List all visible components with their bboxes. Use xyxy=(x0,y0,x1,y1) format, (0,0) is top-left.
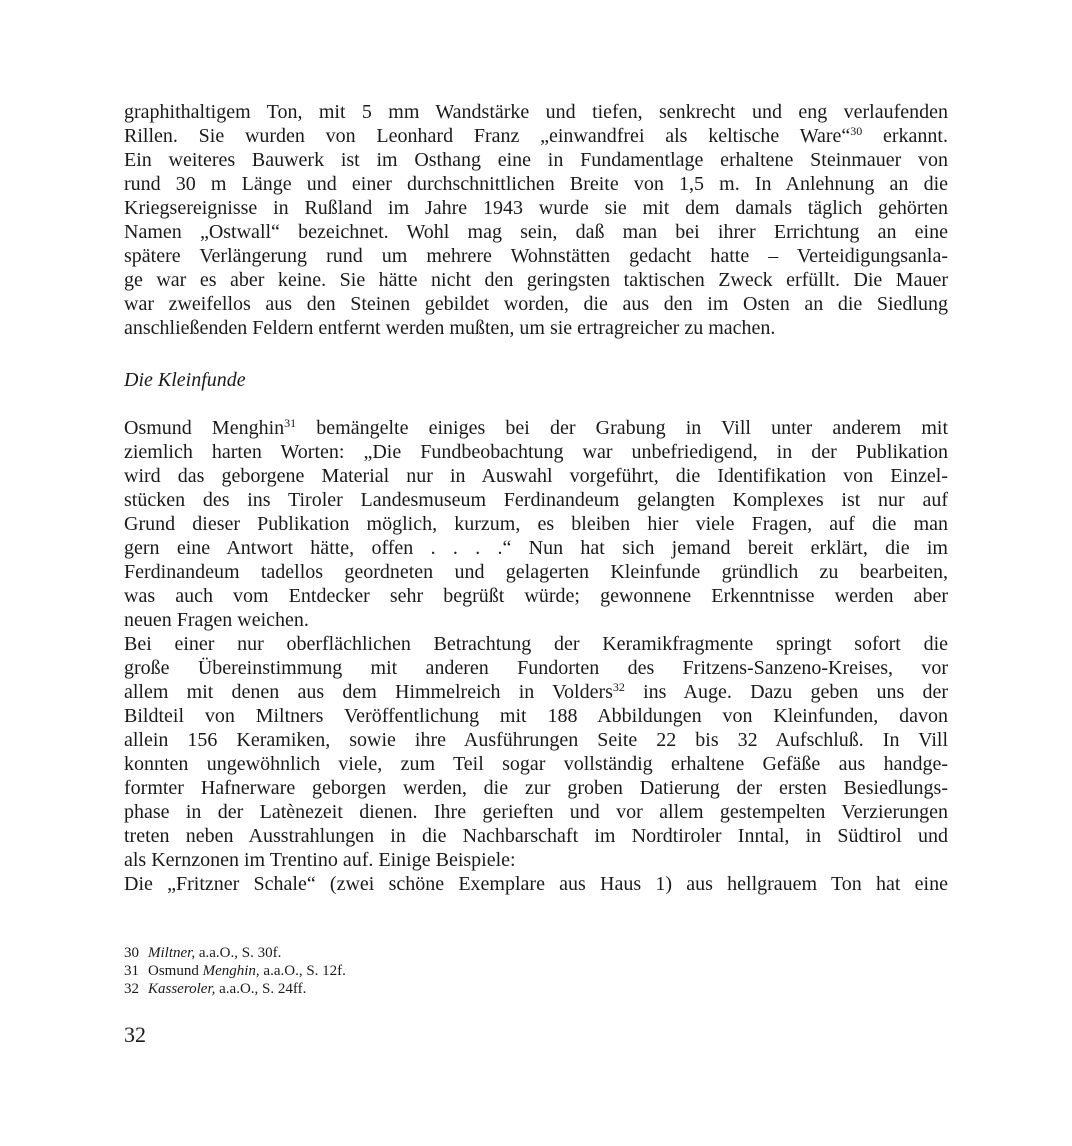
text-line: allein 156 Keramiken, sowie ihre Ausführungen Seite 22 bis 32 Aufschluß. In Vill xyxy=(124,729,948,751)
text-line: große Übereinstimmung mit anderen Fundorten des Fritzens-Sanzeno-Kreises, vor xyxy=(124,657,948,679)
text-line: Namen „Ostwall“ bezeichnet. Wohl mag sein, daß man bei ihrer Errichtung an eine xyxy=(124,221,948,243)
text-line: phase in der Latènezeit dienen. Ihre gerieften und vor allem gestempelten Verzierungen xyxy=(124,801,948,823)
text-line: war zweifellos aus den Steinen gebildet worden, die aus den im Osten an die Siedlung xyxy=(124,293,948,315)
footnote-author: Miltner, xyxy=(148,945,196,961)
text-span: Rillen. Sie wurden von Leonhard Franz „einwandfrei als keltische Ware“ xyxy=(124,125,851,147)
text-line: gern eine Antwort hätte, offen . . . .“ Nun hat sich jemand bereit erklärt, die im xyxy=(124,537,948,559)
text-line: treten neben Ausstrahlungen in die Nachbarschaft im Nordtiroler Inntal, in Südtirol und xyxy=(124,825,948,847)
text-line xyxy=(124,124,948,148)
text-line: anschließenden Feldern entfernt werden mußten, um sie ertragreicher zu machen. xyxy=(124,317,776,339)
footnote xyxy=(124,980,306,998)
footnote-number: 32 xyxy=(124,981,139,997)
text-span: bemängelte einiges bei der Grabung in Vill unter anderem mit xyxy=(296,417,949,439)
footnote-text: a.a.O., S. 12f. xyxy=(259,963,346,979)
text-line: Ein weiteres Bauwerk ist im Osthang eine in Fundamentlage erhaltene Steinmauer von xyxy=(124,149,948,171)
footnote-number: 31 xyxy=(124,963,139,979)
footnote xyxy=(124,944,281,962)
text-line: formter Hafnerware geborgen werden, die zur groben Datierung der ersten Besiedlungs- xyxy=(124,777,948,799)
text-span: erkannt. xyxy=(862,125,948,147)
footnote-ref: 30 xyxy=(850,124,863,138)
section-heading: Die Kleinfunde xyxy=(124,369,246,391)
text-line: neuen Fragen weichen. xyxy=(124,609,309,631)
text-line: Kriegsereignisse in Rußland im Jahre 1943 wurde sie mit dem damals täglich gehörten xyxy=(124,197,948,219)
footnote-text: a.a.O., S. 24ff. xyxy=(215,981,307,997)
footnote-author: Menghin, xyxy=(202,963,260,979)
footnote-author: Kasseroler, xyxy=(148,981,216,997)
footnote-number: 30 xyxy=(124,945,139,961)
text-line xyxy=(124,416,948,440)
footnote-text: a.a.O., S. 30f. xyxy=(195,945,282,961)
text-line xyxy=(124,680,948,704)
text-line: ziemlich harten Worten: „Die Fundbeobachtung war unbefriedigend, in der Publikation xyxy=(124,441,948,463)
text-line: wird das geborgene Material nur in Auswahl vorgeführt, die Identifikation von Einzel- xyxy=(124,465,948,487)
text-line: Die „Fritzner Schale“ (zwei schöne Exemplare aus Haus 1) aus hellgrauem Ton hat eine xyxy=(124,873,948,895)
text-line: spätere Verlängerung rund um mehrere Wohnstätten gedacht hatte – Verteidigungsanla- xyxy=(124,245,948,267)
footnote-ref: 31 xyxy=(284,416,297,430)
text-line: als Kernzonen im Trentino auf. Einige Beispiele: xyxy=(124,849,516,871)
text-line: Bildteil von Miltners Veröffentlichung mit 188 Abbildungen von Kleinfunden, davon xyxy=(124,705,948,727)
text-line: rund 30 m Länge und einer durchschnittlichen Breite von 1,5 m. In Anlehnung an die xyxy=(124,173,948,195)
page-number: 32 xyxy=(124,1022,146,1047)
text-span: ins Auge. Dazu geben uns der xyxy=(624,681,948,703)
text-line: was auch vom Entdecker sehr begrüßt würde; gewonnene Erkenntnisse werden aber xyxy=(124,585,948,607)
text-span: Osmund Menghin xyxy=(124,417,285,439)
text-line: Bei einer nur oberflächlichen Betrachtung der Keramikfragmente springt sofort die xyxy=(124,633,948,655)
footnote-ref: 32 xyxy=(612,680,625,694)
text-line: ge war es aber keine. Sie hätte nicht den geringsten taktischen Zweck erfüllt. Die Mauer xyxy=(124,269,948,291)
text-line: konnten ungewöhnlich viele, zum Teil sogar vollständig erhaltene Gefäße aus handge- xyxy=(124,753,948,775)
text-span: allem mit denen aus dem Himmelreich in Volders xyxy=(124,681,613,703)
text-line: Grund dieser Publikation möglich, kurzum, es bleiben hier viele Fragen, auf die man xyxy=(124,513,948,535)
text-line: graphithaltigem Ton, mit 5 mm Wandstärke und tiefen, senkrecht und eng verlaufenden xyxy=(124,101,948,123)
footnote-text: Osmund xyxy=(148,963,203,979)
footnote xyxy=(124,962,346,980)
text-line: stücken des ins Tiroler Landesmuseum Ferdinandeum gelangten Komplexes ist nur auf xyxy=(124,489,948,511)
text-line: Ferdinandeum tadellos geordneten und gelagerten Kleinfunde gründlich zu bearbeiten, xyxy=(124,561,948,583)
